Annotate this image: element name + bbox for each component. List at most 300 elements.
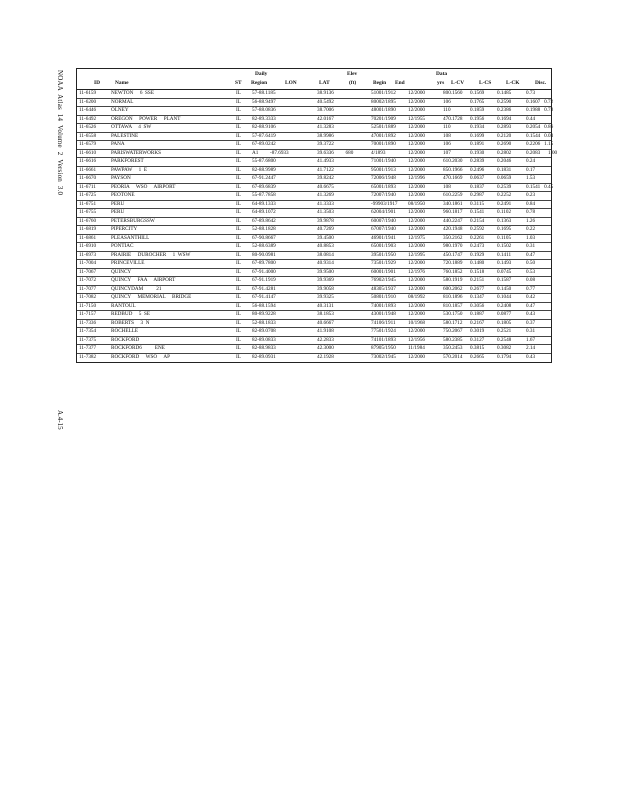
cell-name: OREGON POWER PLANT	[111, 115, 181, 122]
cell-lat-elev: 39.9878	[317, 217, 334, 224]
cell-disc: 0.2083 1.00	[526, 149, 558, 156]
cell-disc: 0.1544 0.03	[526, 132, 554, 139]
header-disc: Disc.	[535, 80, 547, 86]
cell-id: 11-7354	[79, 328, 97, 335]
cell-end: 12/2000	[408, 260, 426, 267]
cell-lck: 0.1831	[497, 166, 512, 173]
cell-disc: 0.47	[526, 302, 536, 309]
cell-id: 11-7072	[79, 277, 97, 284]
cell-begin: 74001/1893	[371, 302, 396, 309]
cell-id: 11-6558	[79, 132, 97, 139]
cell-begin: 65001/1893	[371, 183, 396, 190]
cell-begin: 76902/1945	[371, 277, 396, 284]
cell-name: PEORIA WSO AIRPORT	[111, 183, 176, 190]
volume-label: NOAA Atlas 14 Volume 2 Version 3.0	[56, 70, 64, 196]
cell-state: IL	[236, 107, 241, 114]
cell-lck: 0.2120	[497, 132, 512, 139]
cell-lcs: 0.1347	[470, 294, 485, 301]
cell-lat-elev: 41.3333	[317, 200, 334, 207]
table-row	[77, 149, 558, 159]
cell-region-lon: 82-88.9106	[252, 124, 276, 131]
cell-begin: 87905/1950	[371, 345, 396, 352]
cell-years-lcv: 350.2453	[443, 345, 463, 352]
cell-begin: 48001/1890	[371, 107, 396, 114]
cell-id: 11-6526	[79, 124, 97, 131]
cell-lck: 0.0745	[497, 268, 512, 275]
cell-lat-elev: 39.9058	[317, 285, 334, 292]
header-elev: Elev	[347, 71, 358, 77]
cell-disc: 0.2054 0.86	[526, 124, 554, 131]
cell-lck: 0.2802	[497, 149, 512, 156]
cell-name: OLNEY	[111, 107, 129, 114]
cell-lat-elev: 38.9986	[317, 132, 334, 139]
cell-years-lcv: 470.1669	[443, 175, 463, 182]
cell-end: 12/1956	[408, 336, 426, 343]
cell-years-lcv: 108	[443, 183, 451, 190]
cell-state: IL	[236, 149, 241, 156]
cell-lck: 0.1044	[497, 294, 512, 301]
cell-lat-elev: 38.0814	[317, 251, 334, 258]
cell-region-lon: 82-89.0833	[252, 336, 276, 343]
cell-lck: 0.2521	[497, 328, 512, 335]
cell-disc: 0.1607 0.72	[526, 98, 554, 105]
cell-end: 12/1955	[408, 115, 426, 122]
cell-lck: 0.1493	[497, 260, 512, 267]
cell-lck: 0.1450	[497, 285, 512, 292]
cell-begin: 48305/1937	[371, 285, 396, 292]
cell-disc: 0.31	[526, 328, 536, 335]
cell-state: IL	[236, 328, 241, 335]
cell-lck: 0.1105	[497, 234, 512, 241]
cell-region-lon: 67-89.7800	[252, 260, 276, 267]
cell-state: IL	[236, 277, 241, 284]
cell-lck: 0.0877	[497, 311, 512, 318]
cell-lcs: 0.1930	[470, 149, 485, 156]
cell-region-lon: 80-90.0981	[252, 251, 276, 258]
cell-begin: 71001/1940	[371, 158, 396, 165]
cell-lcs: 0.1956	[470, 115, 485, 122]
cell-region-lon: 52-88.1833	[252, 319, 276, 326]
cell-name: PAWPAW 1 E	[111, 166, 148, 173]
cell-lat-elev: 39.9325	[317, 294, 334, 301]
cell-begin: 73002/1945	[371, 353, 396, 360]
cell-end: 12/2000	[408, 107, 426, 114]
cell-years-lcv: 106	[443, 98, 451, 105]
cell-begin: 52501/1889	[371, 124, 396, 131]
cell-lcs: 0.2665	[470, 353, 485, 360]
cell-id: 11-7077	[79, 285, 97, 292]
cell-name: QUINCY MEMORIAL BRIDGE	[111, 294, 192, 301]
cell-id: 11-6616	[79, 158, 97, 165]
cell-lcs: 0.1765	[470, 98, 485, 105]
cell-state: IL	[236, 345, 241, 352]
cell-years-lcv: 600.2062	[443, 285, 463, 292]
cell-lat-elev: 41.4933	[317, 158, 334, 165]
cell-lat-elev: 40.8853	[317, 243, 334, 250]
cell-name: QUINCY	[111, 268, 132, 275]
cell-lck: 0.1695	[497, 226, 512, 233]
cell-years-lcv: 570.2014	[443, 353, 463, 360]
table-row	[77, 320, 551, 329]
cell-lat-elev: 42.1928	[317, 353, 334, 360]
cell-name: PONTIAC	[111, 243, 134, 250]
cell-disc: 0.43	[526, 353, 536, 360]
cell-end: 12/2000	[408, 149, 426, 156]
table-row	[77, 311, 551, 320]
cell-region-lon: 56-88.1594	[252, 302, 276, 309]
cell-lck: 0.1587	[497, 277, 512, 284]
cell-name: PARISWATERWORKS	[111, 149, 161, 156]
cell-id: 11-6492	[79, 115, 97, 122]
cell-end: 12/2000	[408, 158, 426, 165]
cell-region-lon: 67-89.0242	[252, 141, 276, 148]
table-row	[77, 132, 554, 142]
cell-disc: 0.31	[526, 243, 536, 250]
cell-begin: 60007/1940	[371, 217, 396, 224]
cell-region-lon: 52-88.6389	[252, 243, 276, 250]
cell-years-lcv: 108	[443, 132, 451, 139]
cell-end: 08/1950	[408, 200, 426, 207]
cell-end: 12/1995	[408, 251, 426, 258]
cell-state: IL	[236, 124, 241, 131]
cell-lat-elev: 39.9369	[317, 277, 334, 284]
cell-region-lon: 67-91.1919	[252, 277, 276, 284]
cell-lcs: 0.3815	[470, 345, 485, 352]
cell-region-lon: 67-91.2447	[252, 175, 276, 182]
table-row	[77, 303, 551, 312]
cell-disc: 1.26	[526, 217, 536, 224]
cell-id: 11-7082	[79, 294, 97, 301]
cell-lcs: 0.2987	[470, 192, 485, 199]
cell-end: 08/1992	[408, 294, 426, 301]
cell-years-lcv: 580.2385	[443, 336, 463, 343]
cell-begin: 77501/1924	[371, 328, 396, 335]
cell-state: IL	[236, 209, 241, 216]
cell-lck: 0.1411	[497, 251, 512, 258]
cell-disc: 0.50	[526, 260, 536, 267]
cell-disc: 1.53	[526, 175, 536, 182]
cell-lat-elev: 40.6667	[317, 319, 334, 326]
cell-state: IL	[236, 234, 241, 241]
cell-disc: 0.42	[526, 294, 536, 301]
cell-disc: 1.03	[526, 234, 536, 241]
cell-name: NEWTON 6 SSE	[111, 90, 154, 96]
cell-disc: 0.23	[526, 192, 536, 199]
cell-begin: 51001/1912	[371, 90, 396, 96]
table-row	[77, 98, 554, 108]
cell-name: PAYSON	[111, 175, 131, 182]
cell-id: 11-7377	[79, 345, 97, 352]
cell-end: 12/2000	[408, 166, 426, 173]
table-row	[77, 243, 551, 252]
cell-lck: 0.3082	[497, 345, 512, 352]
cell-end: 12/2000	[408, 353, 426, 360]
cell-id: 11-7336	[79, 319, 97, 326]
table-body	[76, 89, 558, 363]
cell-lcs: 0.1699	[470, 132, 485, 139]
cell-begin: 4/1893	[371, 149, 386, 156]
cell-region-lon: 64-89.1072	[252, 209, 276, 216]
cell-region-lon: 56-88.9497	[252, 98, 276, 105]
cell-name: ROCKFORD6 ENE	[111, 345, 165, 352]
cell-years-lcv: 110	[443, 124, 451, 131]
cell-lcs: 0.2261	[470, 234, 485, 241]
cell-lck: 0.1363	[497, 217, 512, 224]
cell-begin: -99903/1917	[371, 200, 398, 207]
cell-end: 12/2000	[408, 90, 426, 96]
table-row	[77, 235, 551, 244]
cell-lck: 0.2548	[497, 336, 512, 343]
cell-id: 11-6755	[79, 209, 97, 216]
cell-id: 11-6760	[79, 217, 97, 224]
cell-state: IL	[236, 192, 241, 199]
cell-years-lcv: 610.2259	[443, 192, 463, 199]
cell-disc: 0.17	[526, 166, 536, 173]
cell-end: 12/2000	[408, 98, 426, 105]
cell-lcs: 0.1929	[470, 251, 485, 258]
cell-disc: 0.08	[526, 277, 536, 284]
cell-begin: 60001/1901	[371, 268, 396, 275]
cell-end: 10/1968	[408, 319, 426, 326]
table-row	[77, 260, 551, 269]
cell-lck: 0.2408	[497, 302, 512, 309]
cell-disc: 0.53	[526, 268, 536, 275]
table-row	[77, 116, 551, 125]
cell-id: 11-6711	[79, 183, 96, 190]
cell-lck: 0.1502	[497, 243, 512, 250]
cell-state: IL	[236, 336, 241, 343]
cell-state: IL	[236, 243, 241, 250]
cell-begin: 47001/1892	[371, 132, 396, 139]
cell-lat-elev: 42.0167	[317, 115, 334, 122]
cell-lat-elev: 38.9136	[317, 90, 334, 96]
cell-region-lon: 57-87.6419	[252, 132, 276, 139]
cell-id: 11-6446	[79, 107, 97, 114]
cell-name: PIPERCITY	[111, 226, 138, 233]
station-table	[76, 68, 558, 363]
cell-id: 11-7382	[79, 353, 97, 360]
cell-name: ROCKFORD	[111, 336, 140, 343]
cell-lat-elev: 40.3131	[317, 302, 334, 309]
cell-years-lcv: 107	[443, 149, 451, 156]
cell-state: IL	[236, 294, 241, 301]
cell-region-lon: 55-87.6800	[252, 158, 276, 165]
cell-lck: 0.2893	[497, 124, 512, 131]
cell-disc: 0.78	[526, 209, 536, 216]
table-row	[77, 141, 554, 150]
header-id: ID	[94, 80, 100, 86]
cell-years-lcv: 420.1948	[443, 226, 463, 233]
cell-lat-elev: 41.3283	[317, 124, 334, 131]
table-row	[77, 337, 551, 346]
cell-id: 11-7067	[79, 268, 97, 275]
cell-begin: 50801/1910	[371, 294, 396, 301]
cell-lcs: 0.1569	[470, 90, 485, 96]
cell-lcs: 0.3115	[470, 200, 485, 207]
cell-state: IL	[236, 260, 241, 267]
cell-years-lcv: 720.1889	[443, 260, 463, 267]
cell-state: IL	[236, 319, 241, 326]
cell-name: PRINCEVILLE	[111, 260, 145, 267]
cell-id: 11-6819	[79, 226, 97, 233]
cell-years-lcv: 450.1747	[443, 251, 463, 258]
cell-id: 11-6610	[79, 149, 97, 156]
cell-state: IL	[236, 132, 241, 139]
cell-end: 12/2000	[408, 302, 426, 309]
header-lck: L-CK	[506, 80, 520, 86]
cell-lat-elev: 40.6675	[317, 183, 334, 190]
cell-years-lcv: 530.1750	[443, 311, 463, 318]
cell-begin: 74106/1911	[371, 319, 396, 326]
cell-years-lcv: 340.1861	[443, 200, 463, 207]
cell-name: ROCHELLE	[111, 328, 139, 335]
table-row	[77, 328, 551, 337]
cell-region-lon: 57-88.0836	[252, 107, 276, 114]
cell-name: PETERSBURGSSW	[111, 217, 155, 224]
cell-begin: 80002/1895	[371, 98, 396, 105]
cell-end: 12/2000	[408, 217, 426, 224]
cell-lat-elev: 39.6336 680	[317, 149, 354, 156]
cell-end: 12/2000	[408, 183, 426, 190]
cell-lcs: 0.2473	[470, 243, 485, 250]
cell-years-lcv: 810.1857	[443, 302, 463, 309]
table-row	[77, 294, 551, 303]
cell-disc: 0.43	[526, 311, 536, 318]
cell-lck: 0.2386	[497, 107, 512, 114]
cell-id: 11-6579	[79, 141, 97, 148]
cell-lck: 0.2590	[497, 98, 512, 105]
cell-lat-elev: 41.7122	[317, 166, 334, 173]
cell-years-lcv: 110	[443, 107, 451, 114]
cell-disc: 0.73	[526, 90, 536, 96]
cell-id: 11-6973	[79, 251, 97, 258]
cell-region-lon: A1 -87.6933	[252, 149, 289, 156]
cell-years-lcv: 980.1970	[443, 243, 463, 250]
cell-end: 12/2000	[408, 328, 426, 335]
table-row	[77, 277, 551, 286]
cell-lck: 0.1805	[497, 319, 512, 326]
cell-state: IL	[236, 183, 241, 190]
cell-lcs: 0.1859	[470, 107, 485, 114]
cell-lck: 0.1102	[497, 209, 512, 216]
page-number: A.4-15	[56, 410, 64, 430]
table-row	[77, 286, 551, 295]
cell-state: IL	[236, 302, 241, 309]
cell-end: 12/2000	[408, 132, 426, 139]
cell-years-lcv: 850.1966	[443, 166, 463, 173]
cell-lck: 0.2491	[497, 200, 512, 207]
cell-id: 11-7375	[79, 336, 97, 343]
cell-state: IL	[236, 200, 241, 207]
table-row	[77, 345, 551, 354]
header-lcv: L-CV	[451, 80, 465, 86]
cell-lck: 0.2539	[497, 183, 512, 190]
cell-end: 12/1975	[408, 234, 426, 241]
cell-lat-elev: 39.4500	[317, 234, 334, 241]
cell-region-lon: 67-89.8642	[252, 217, 276, 224]
cell-state: IL	[236, 226, 241, 233]
side-margin	[52, 70, 64, 450]
cell-disc: 0.1988 0.78	[526, 107, 554, 114]
cell-begin: 70001/1890	[371, 141, 396, 148]
cell-lck: 0.1485	[497, 90, 512, 96]
cell-lcs: 0.2677	[470, 285, 485, 292]
cell-lat-elev: 40.5492	[317, 98, 334, 105]
cell-state: IL	[236, 251, 241, 258]
cell-disc: 0.24	[526, 158, 536, 165]
cell-lcs: 0.1480	[470, 260, 485, 267]
cell-disc: 0.1541 0.45	[526, 183, 554, 190]
header-st: ST	[235, 80, 242, 86]
cell-id: 11-6670	[79, 175, 97, 182]
cell-years-lcv: 610.2030	[443, 158, 463, 165]
cell-lcs: 0.1518	[470, 268, 485, 275]
cell-lat-elev: 39.9500	[317, 268, 334, 275]
cell-region-lon: 64-89.1333	[252, 200, 276, 207]
cell-years-lcv: 106	[443, 141, 451, 148]
cell-name: ROBERTS 3 N	[111, 319, 150, 326]
cell-name: NORMAL	[111, 98, 134, 105]
cell-lat-elev: 38.7006	[317, 107, 334, 114]
cell-lcs: 0.2167	[470, 319, 485, 326]
cell-region-lon: 67-91.4281	[252, 285, 276, 292]
table-row	[77, 192, 551, 201]
table-row	[77, 226, 551, 235]
cell-lcs: 0.3019	[470, 328, 485, 335]
cell-years-lcv: 580.1712	[443, 319, 463, 326]
cell-lcs: 0.0637	[470, 175, 485, 182]
cell-begin: 67007/1940	[371, 226, 396, 233]
table-row	[77, 209, 551, 218]
cell-begin: 39501/1950	[371, 251, 396, 258]
cell-name: PALESTINE	[111, 132, 139, 139]
table-header	[76, 68, 552, 89]
cell-begin: 43001/1948	[371, 311, 396, 318]
cell-years-lcv: 470.1728	[443, 115, 463, 122]
cell-begin: 74101/1893	[371, 336, 396, 343]
cell-end: 12/2000	[408, 226, 426, 233]
cell-years-lcv: 810.1896	[443, 294, 463, 301]
cell-lck: 0.1794	[497, 353, 512, 360]
cell-id: 11-6725	[79, 192, 97, 199]
cell-lck: 0.2690	[497, 141, 512, 148]
cell-years-lcv: 750.2067	[443, 328, 463, 335]
cell-begin: 72007/1940	[371, 192, 396, 199]
cell-end: 12/2000	[408, 277, 426, 284]
cell-lck: 0.2046	[497, 158, 512, 165]
cell-region-lon: 67-89.6839	[252, 183, 276, 190]
header-lon: LON	[285, 80, 297, 86]
cell-lat-elev: 41.3269	[317, 192, 334, 199]
cell-begin: 72006/1948	[371, 175, 396, 182]
cell-region-lon: 52-88.1828	[252, 226, 276, 233]
cell-state: IL	[236, 268, 241, 275]
cell-end: 12/2000	[408, 243, 426, 250]
cell-lck: 0.2252	[497, 192, 512, 199]
cell-name: ROCKFORD WSO AP	[111, 353, 170, 360]
cell-state: IL	[236, 353, 241, 360]
cell-disc: 0.44	[526, 115, 536, 122]
cell-years-lcv: 800.1560	[443, 90, 463, 96]
cell-region-lon: 57-88.1185	[252, 90, 276, 96]
cell-years-lcv: 960.1817	[443, 209, 463, 216]
cell-years-lcv: 440.2247	[443, 217, 463, 224]
cell-end: 12/2000	[408, 311, 426, 318]
cell-region-lon: 82-89.0931	[252, 353, 276, 360]
cell-name: PERU	[111, 209, 125, 216]
cell-end: 12/2000	[408, 141, 426, 148]
table-row	[77, 175, 551, 184]
